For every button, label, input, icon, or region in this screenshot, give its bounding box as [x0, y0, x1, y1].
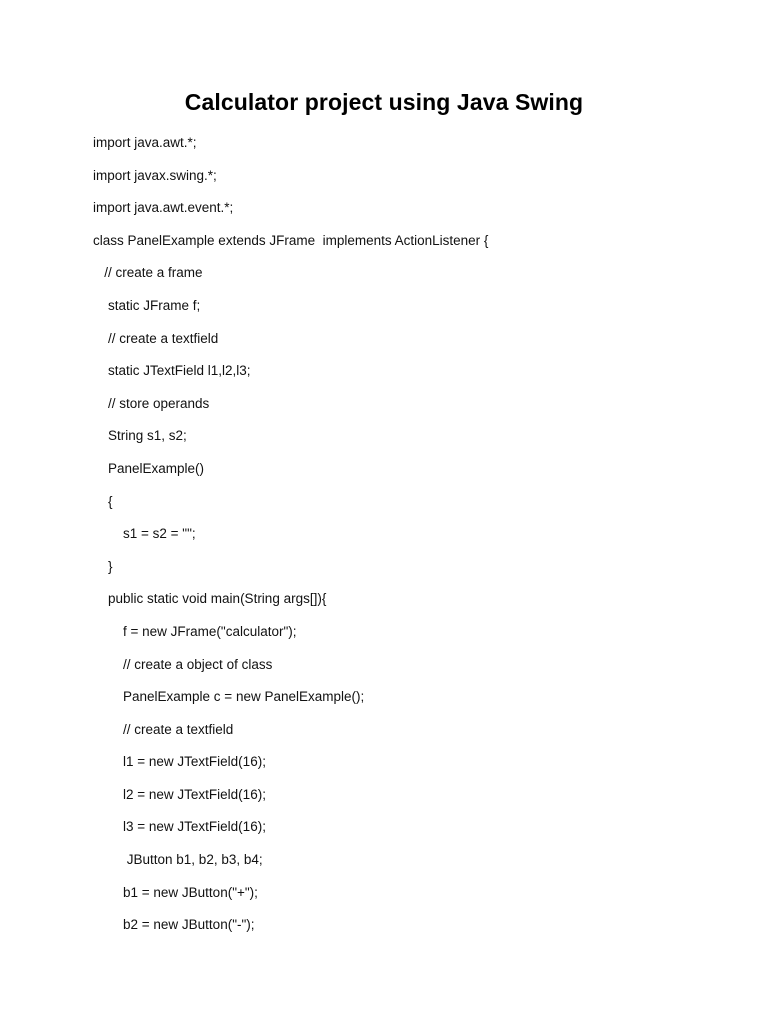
code-line: JButton b1, b2, b3, b4; — [93, 852, 263, 868]
code-line: } — [93, 558, 113, 574]
code-line: // create a textfield — [93, 721, 234, 737]
code-line: b1 = new JButton("+"); — [93, 884, 258, 900]
code-line: s1 = s2 = ""; — [93, 526, 196, 542]
code-listing — [93, 133, 733, 948]
code-line: // create a frame — [93, 265, 203, 281]
code-line: import javax.swing.*; — [93, 167, 217, 183]
code-line: static JTextField l1,l2,l3; — [93, 363, 251, 379]
code-line: // create a object of class — [93, 656, 273, 672]
code-line: import java.awt.*; — [93, 135, 197, 150]
code-line: // create a textfield — [93, 330, 219, 346]
document-title: Calculator project using Java Swing — [184, 89, 584, 115]
code-line: String s1, s2; — [93, 428, 187, 444]
code-line: static JFrame f; — [93, 297, 201, 313]
code-line: { — [93, 493, 113, 509]
code-line: l3 = new JTextField(16); — [93, 819, 266, 835]
code-line: // store operands — [93, 395, 210, 411]
code-line: import java.awt.event.*; — [93, 200, 234, 216]
code-line: PanelExample c = new PanelExample(); — [93, 689, 365, 705]
code-line: l1 = new JTextField(16); — [93, 754, 266, 770]
code-line: f = new JFrame("calculator"); — [93, 623, 297, 639]
code-line: l2 = new JTextField(16); — [93, 786, 266, 802]
code-line: b2 = new JButton("-"); — [93, 917, 255, 933]
code-line: PanelExample() — [93, 460, 205, 476]
code-line: class PanelExample extends JFrame implements ActionListener { — [93, 232, 489, 248]
code-line: public static void main(String args[]){ — [93, 591, 327, 607]
